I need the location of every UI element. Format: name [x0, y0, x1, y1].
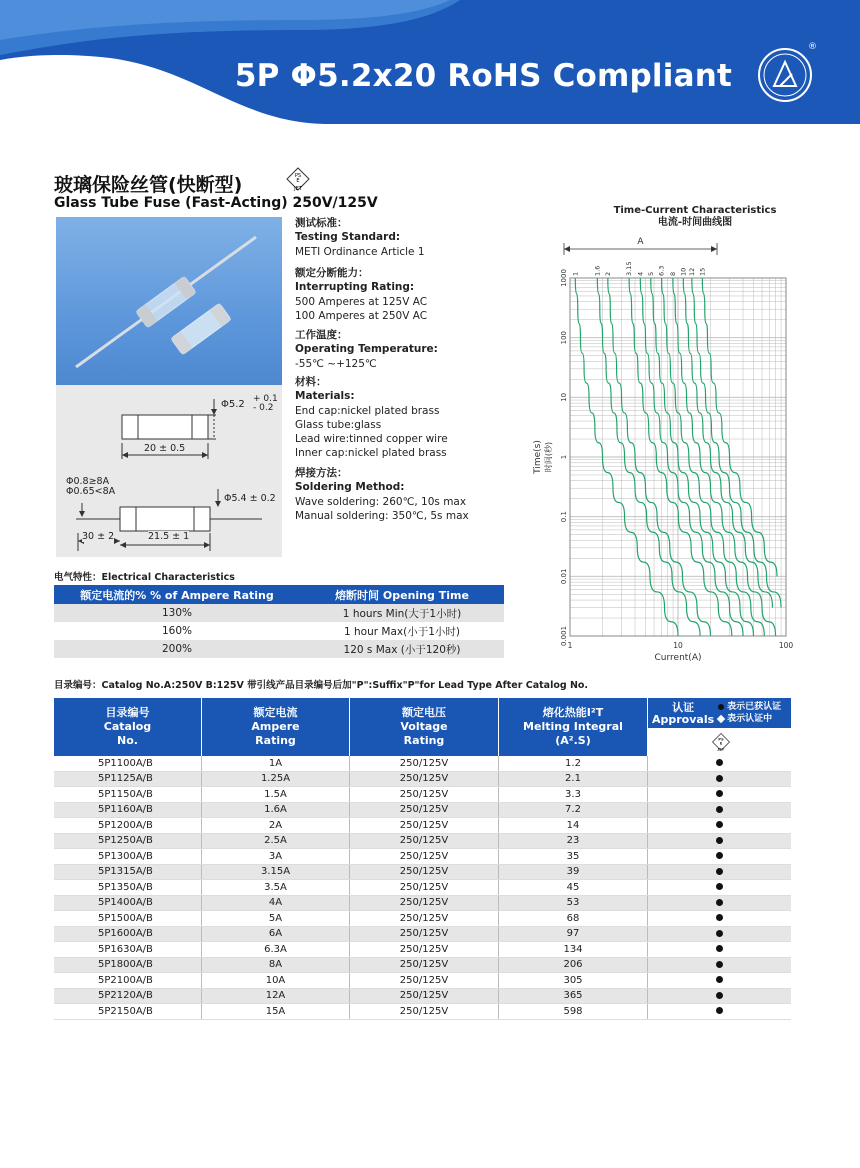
table-row: 200% 120 s Max (小于120秒): [54, 640, 504, 658]
pse-jet-cert-icon: [285, 166, 311, 192]
cell-ampere: 3A: [202, 849, 350, 865]
col-approvals: 认证 Approvals 表示已获认证 表示认证中 PS E JET: [648, 698, 792, 756]
series-label-12: 12: [687, 267, 696, 276]
cell-ampere: 5A: [202, 911, 350, 927]
cell-catalog-no: 5P2120A/B: [54, 988, 202, 1004]
approved-dot-icon: [716, 821, 723, 828]
dimension-drawing: [56, 385, 282, 557]
product-title-cn: 玻璃保险丝管(快断型): [54, 174, 243, 196]
cell-approval: [648, 988, 792, 1004]
table-row: [54, 802, 791, 818]
cell-catalog-no: 5P1250A/B: [54, 833, 202, 849]
cell-catalog-no: 5P1100A/B: [54, 756, 202, 771]
cell-melting: 53: [499, 895, 648, 911]
svg-text:E: E: [296, 178, 300, 184]
table-row: [54, 849, 791, 865]
cell-voltage: 250/125V: [350, 942, 499, 958]
x-axis-label: Current(A): [654, 653, 702, 663]
cell-voltage: 250/125V: [350, 880, 499, 896]
cell-melting: 206: [499, 957, 648, 973]
cell-catalog-no: 5P1400A/B: [54, 895, 202, 911]
series-label-1.6: 1.6: [593, 265, 602, 276]
electrical-table: [54, 585, 504, 658]
cell-catalog-no: 5P1315A/B: [54, 864, 202, 880]
cell-voltage: 250/125V: [350, 864, 499, 880]
x-tick-label: 10: [673, 641, 683, 650]
cell-melting: 23: [499, 833, 648, 849]
cell-voltage: 250/125V: [350, 756, 499, 771]
cell-ampere: 1.25A: [202, 771, 350, 787]
time-current-chart: [530, 230, 830, 670]
svg-text:JET: JET: [294, 186, 302, 192]
approved-dot-icon: [716, 976, 723, 983]
spec-soldering-method: 焊接方法： Soldering Method: Wave soldering: 260℃, 10s max Manual soldering: 350℃, 5s max: [295, 467, 469, 522]
table-row: [54, 926, 791, 942]
cell-approval: [648, 973, 792, 989]
cell-melting: 97: [499, 926, 648, 942]
approved-dot-icon: [716, 930, 723, 937]
series-label-5: 5: [646, 271, 655, 276]
cell-approval: [648, 880, 792, 896]
approved-dot-icon: [716, 899, 723, 906]
table-row: [54, 818, 791, 834]
cell-voltage: 250/125V: [350, 787, 499, 803]
cell-voltage: 250/125V: [350, 926, 499, 942]
elec-header-opening: 熔断时间 Opening Time: [300, 585, 504, 604]
series-line-15: [702, 278, 777, 576]
table-row: [54, 771, 791, 787]
cell-catalog-no: 5P1300A/B: [54, 849, 202, 865]
col-voltage: 额定电压 Voltage Rating: [350, 698, 499, 756]
approved-dot-icon: [716, 837, 723, 844]
table-row: [54, 756, 791, 771]
cell-voltage: 250/125V: [350, 957, 499, 973]
catalog-note: 目录编号：Catalog No.A:250V B:125V 带引线产品目录编号后加"P":Suffix"P"for Lead Type After Catalog No.: [54, 680, 589, 691]
cell-voltage: 250/125V: [350, 802, 499, 818]
col-catalog-no: 目录编号 Catalog No.: [54, 698, 202, 756]
approved-dot-icon: [716, 852, 723, 859]
approved-dot-icon: [716, 790, 723, 797]
spec-operating-temperature: 工作温度： Operating Temperature: -55℃ ~+125℃: [295, 329, 438, 370]
cell-catalog-no: 5P2150A/B: [54, 1004, 202, 1020]
svg-text:E: E: [719, 740, 723, 746]
spec-materials: 材料： Materials: End cap:nickel plated brass Glass tube:glass Lead wire:tinned copper wire Inner cap:nickel plated brass: [295, 376, 448, 460]
series-label-8: 8: [668, 271, 677, 276]
cell-catalog-no: 5P1200A/B: [54, 818, 202, 834]
rating-arrow-head: [564, 246, 570, 252]
svg-text:PS: PS: [294, 173, 302, 179]
approved-dot-icon: [716, 945, 723, 952]
y-tick-label: 1: [560, 454, 568, 460]
dim-body-length: 20 ± 0.5: [144, 443, 186, 454]
cell-catalog-no: 5P1150A/B: [54, 787, 202, 803]
cell-voltage: 250/125V: [350, 895, 499, 911]
cell-ampere: 6A: [202, 926, 350, 942]
table-row: 160% 1 hour Max(小于1小时): [161, 625, 460, 638]
y-axis-label-cn: 时间(秒): [544, 441, 553, 473]
cell-melting: 68: [499, 911, 648, 927]
spec-testing-standard: 测试标准： Testing Standard: METI Ordinance Article 1: [295, 217, 425, 258]
cell-melting: 39: [499, 864, 648, 880]
table-row: [54, 1004, 791, 1020]
cell-voltage: 250/125V: [350, 1004, 499, 1020]
cell-melting: 134: [499, 942, 648, 958]
cell-approval: [648, 895, 792, 911]
table-row: 130% 1 hours Min(大于1小时): [54, 604, 504, 622]
cell-melting: 7.2: [499, 802, 648, 818]
approved-dot-icon: [716, 759, 723, 766]
product-photo: [56, 217, 282, 385]
dim-lead-cap-diameter: Φ5.4 ± 0.2: [224, 493, 276, 504]
series-label-10: 10: [679, 267, 688, 276]
cell-approval: [648, 911, 792, 927]
cell-ampere: 3.15A: [202, 864, 350, 880]
pse-jet-column-icon: [711, 732, 731, 752]
approved-dot-icon: [716, 992, 723, 999]
cell-voltage: 250/125V: [350, 771, 499, 787]
cell-ampere: 12A: [202, 988, 350, 1004]
dim-lead-body-length: 21.5 ± 1: [148, 531, 190, 542]
cell-catalog-no: 5P1600A/B: [54, 926, 202, 942]
cell-voltage: 250/125V: [350, 988, 499, 1004]
cell-ampere: 1.5A: [202, 787, 350, 803]
series-label-2: 2: [603, 271, 612, 276]
cell-ampere: 1.6A: [202, 802, 350, 818]
table-row: [54, 787, 791, 803]
series-label-6.3: 6.3: [657, 265, 666, 276]
cell-voltage: 250/125V: [350, 818, 499, 834]
approved-dot-icon: [716, 775, 723, 782]
product-title-en: Glass Tube Fuse (Fast-Acting) 250V/125V: [54, 195, 378, 211]
cell-melting: 35: [499, 849, 648, 865]
company-logo: [756, 46, 814, 104]
series-label-3.15: 3.15: [625, 261, 634, 276]
series-label-1: 1: [571, 271, 580, 276]
cell-melting: 598: [499, 1004, 648, 1020]
cell-approval: [648, 957, 792, 973]
cell-ampere: 8A: [202, 957, 350, 973]
cell-catalog-no: 5P1125A/B: [54, 771, 202, 787]
approved-dot-icon: [716, 961, 723, 968]
approved-dot-icon: [716, 914, 723, 921]
table-row: [54, 973, 791, 989]
cell-ampere: 1A: [202, 756, 350, 771]
cell-melting: 365: [499, 988, 648, 1004]
cell-approval: [648, 849, 792, 865]
series-label-4: 4: [636, 271, 645, 276]
chart-title: Time-Current Characteristics 电流-时间曲线图: [613, 205, 777, 228]
cell-melting: 1.2: [499, 756, 648, 771]
rating-axis-label: A: [637, 237, 644, 247]
dim-wire-diameter: Φ0.8≥8A Φ0.65<8A: [66, 476, 116, 497]
cell-ampere: 10A: [202, 973, 350, 989]
y-tick-label: 100: [560, 330, 568, 345]
y-tick-label: 0.001: [560, 625, 568, 647]
cell-melting: 305: [499, 973, 648, 989]
x-tick-label: 100: [778, 641, 794, 650]
table-row: [54, 895, 791, 911]
cell-melting: 3.3: [499, 787, 648, 803]
page-title: 5P Φ5.2x20 RoHS Compliant: [234, 58, 732, 94]
fuse-photo-illustration: [56, 217, 282, 385]
dim-body-diameter: Φ5.2: [221, 399, 245, 410]
cell-approval: [648, 926, 792, 942]
cell-approval: [648, 802, 792, 818]
electrical-title: 电气特性：Electrical Characteristics: [54, 572, 235, 583]
cell-catalog-no: 5P1500A/B: [54, 911, 202, 927]
svg-text:PS: PS: [718, 736, 724, 742]
y-tick-label: 0.1: [560, 511, 568, 523]
cell-ampere: 4A: [202, 895, 350, 911]
cell-approval: [648, 756, 792, 771]
col-ampere: 额定电流 Ampere Rating: [202, 698, 350, 756]
cell-ampere: 2.5A: [202, 833, 350, 849]
table-row: [54, 864, 791, 880]
y-tick-label: 0.01: [560, 568, 568, 585]
cell-voltage: 250/125V: [350, 833, 499, 849]
rating-arrow-head: [711, 246, 717, 252]
col-melting: 熔化热能I²T Melting Integral (A².S): [499, 698, 648, 756]
y-tick-label: 10: [560, 392, 568, 402]
approved-dot-icon: [716, 1007, 723, 1014]
catalog-table: [54, 698, 791, 1020]
table-row: [54, 988, 791, 1004]
cell-voltage: 250/125V: [350, 911, 499, 927]
y-tick-label: 1000: [560, 269, 568, 287]
cell-melting: 45: [499, 880, 648, 896]
table-row: [54, 942, 791, 958]
cell-catalog-no: 5P2100A/B: [54, 973, 202, 989]
cell-approval: [648, 771, 792, 787]
approved-dot-icon: [716, 883, 723, 890]
registered-mark: ®: [808, 42, 817, 52]
cell-voltage: 250/125V: [350, 973, 499, 989]
cell-catalog-no: 5P1160A/B: [54, 802, 202, 818]
cell-catalog-no: 5P1800A/B: [54, 957, 202, 973]
cell-voltage: 250/125V: [350, 849, 499, 865]
cell-approval: [648, 1004, 792, 1020]
elec-header-rating: 额定电流的% % of Ampere Rating: [54, 585, 300, 604]
cell-ampere: 2A: [202, 818, 350, 834]
approved-dot-icon: [716, 868, 723, 875]
y-axis-label: Time(s): [533, 440, 543, 474]
cell-melting: 14: [499, 818, 648, 834]
spec-interrupting-rating: 额定分断能力： Interrupting Rating: 500 Amperes at 125V AC 100 Amperes at 250V AC: [295, 267, 428, 322]
cell-ampere: 6.3A: [202, 942, 350, 958]
table-row: [54, 911, 791, 927]
svg-text:JET: JET: [717, 746, 725, 752]
cell-approval: [648, 942, 792, 958]
cell-catalog-no: 5P1350A/B: [54, 880, 202, 896]
table-row: [54, 880, 791, 896]
cell-ampere: 3.5A: [202, 880, 350, 896]
series-label-15: 15: [698, 267, 707, 276]
table-row: [54, 957, 791, 973]
x-tick-label: 1: [567, 641, 573, 650]
cell-catalog-no: 5P1630A/B: [54, 942, 202, 958]
table-row: [54, 833, 791, 849]
cell-approval: [648, 818, 792, 834]
dim-lead-length: 30 ± 2: [82, 531, 115, 542]
cell-melting: 2.1: [499, 771, 648, 787]
cell-approval: [648, 833, 792, 849]
cell-approval: [648, 864, 792, 880]
approved-dot-icon: [716, 806, 723, 813]
dim-body-tolerance: + 0.1 - 0.2: [253, 394, 278, 413]
cell-approval: [648, 787, 792, 803]
cell-ampere: 15A: [202, 1004, 350, 1020]
